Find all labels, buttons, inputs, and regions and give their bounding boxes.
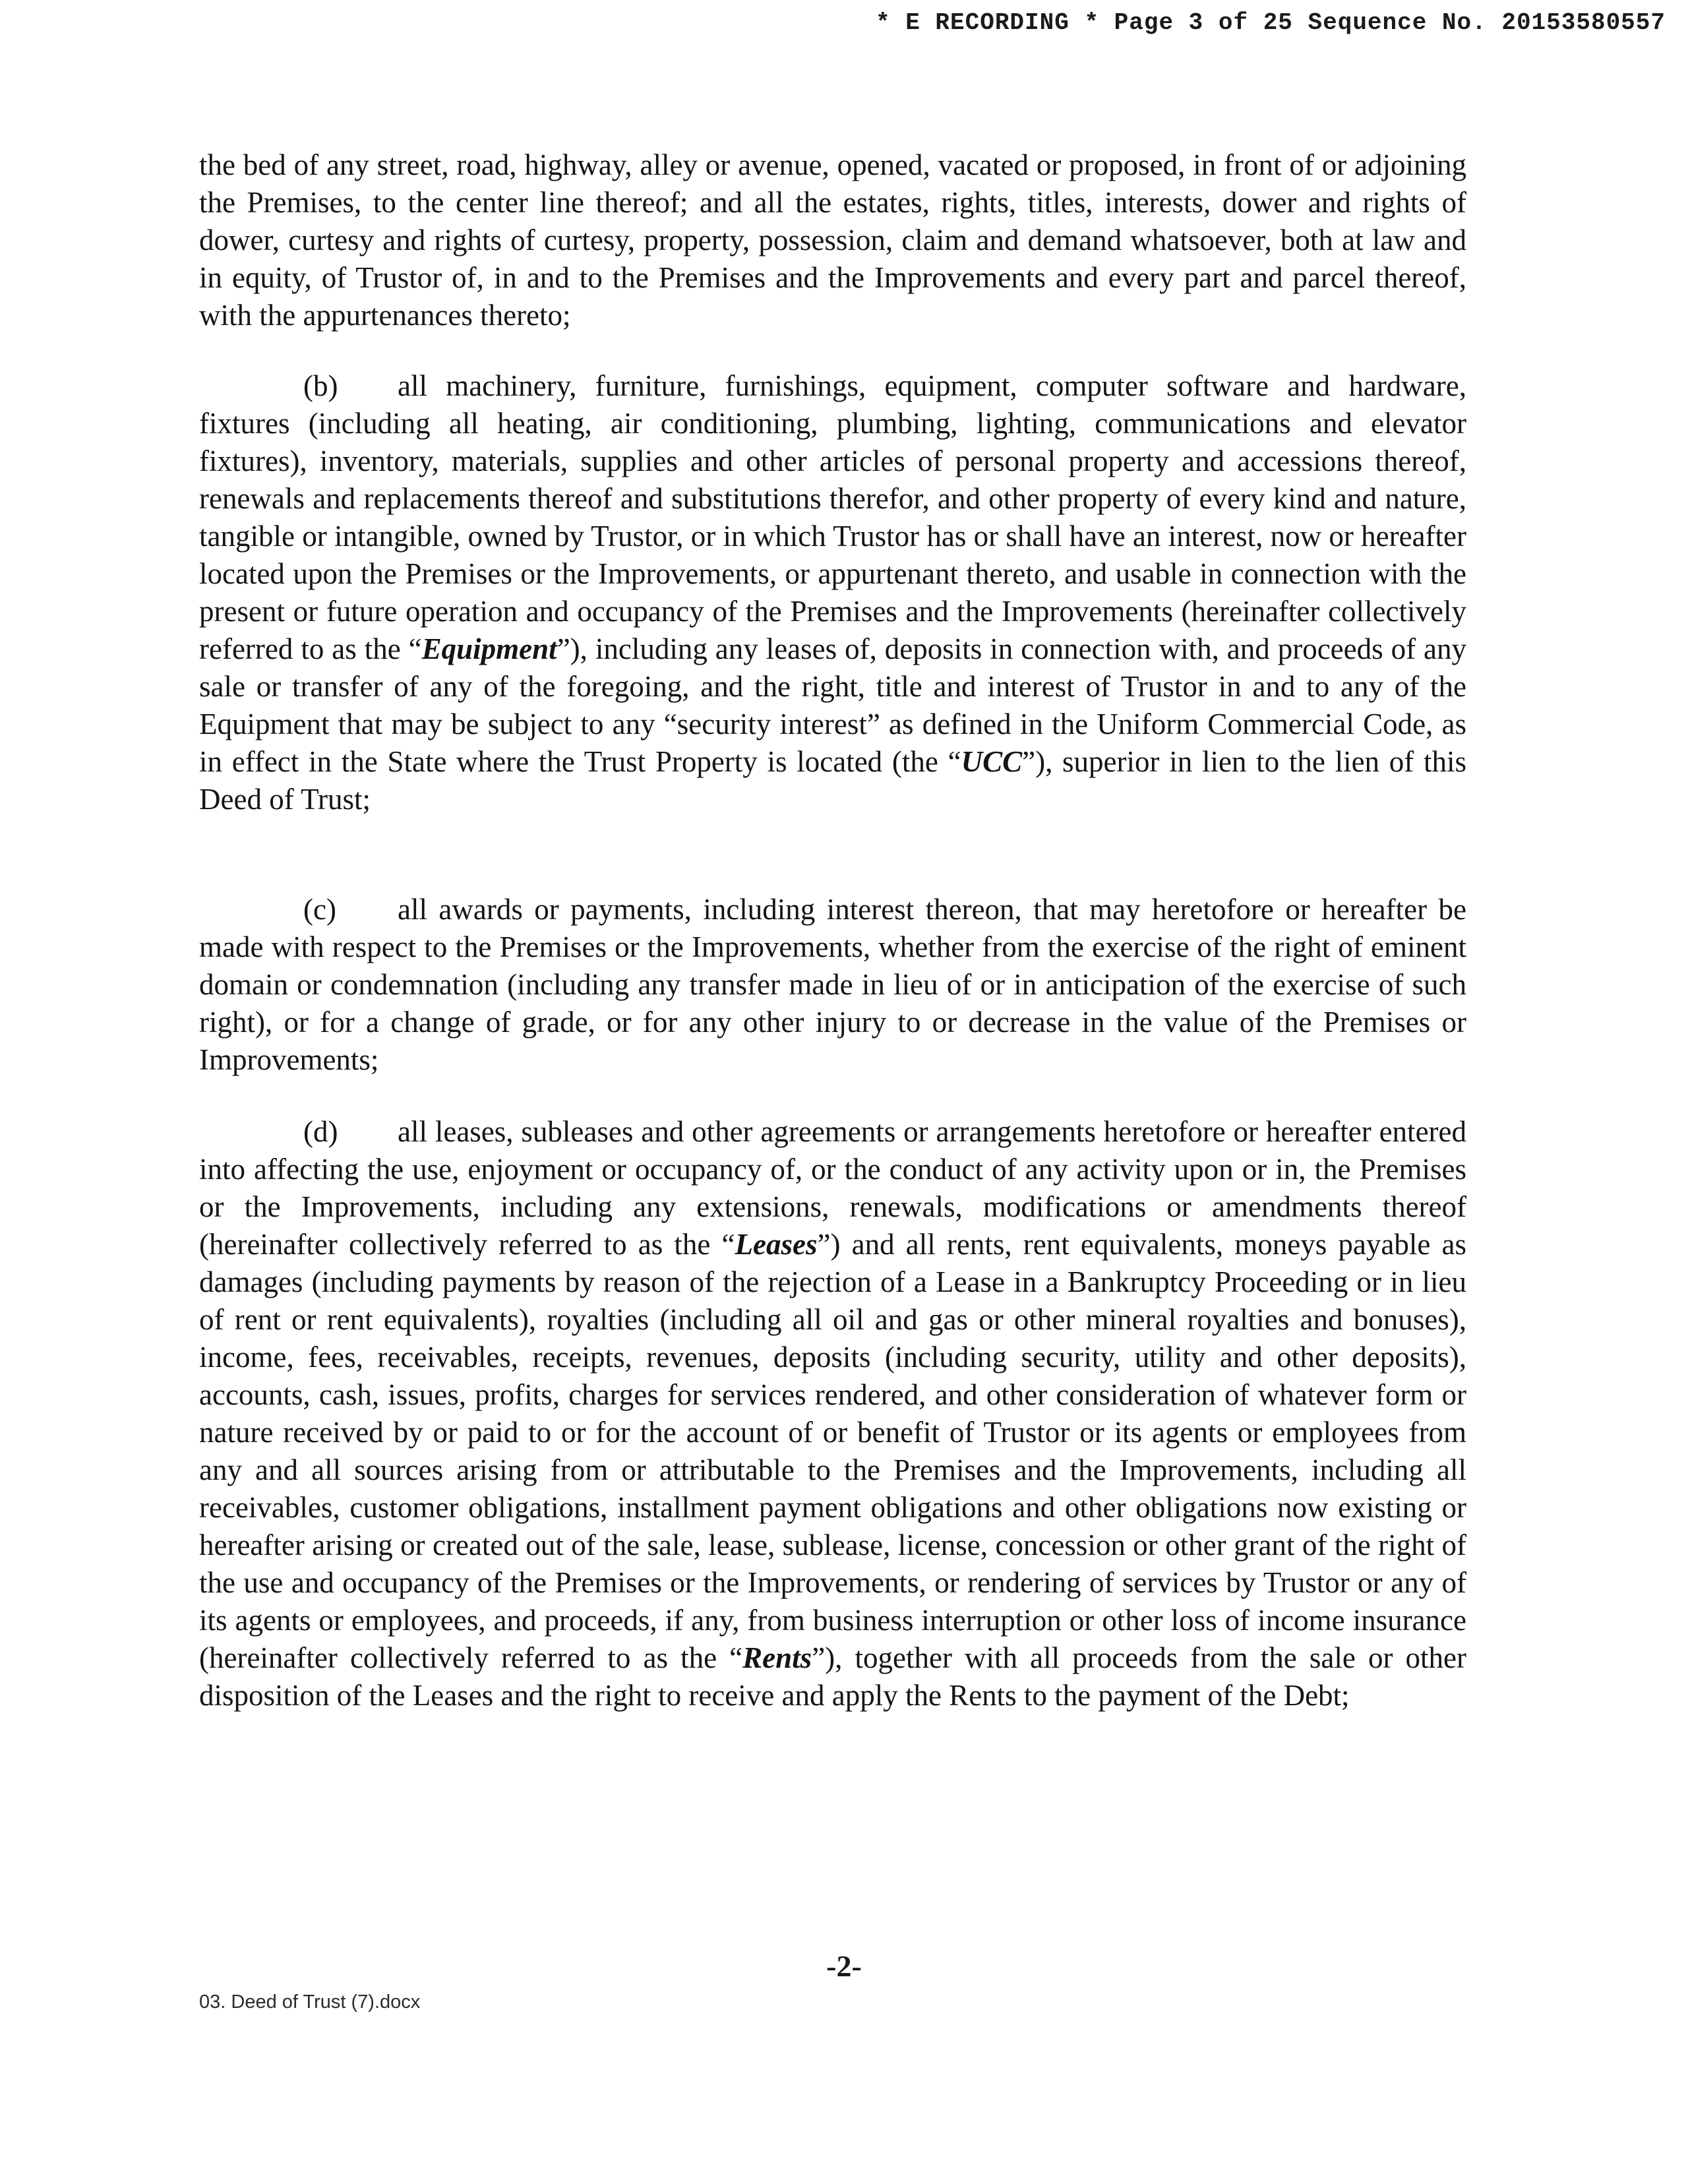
paragraph-d-label: (d) [303, 1115, 338, 1148]
page-number: -2- [826, 1949, 862, 1983]
defined-term-equipment: Equipment [421, 632, 557, 665]
paragraph-b-text-3: ”), superior in lien to the lien of this Deed of Trust; [199, 745, 1467, 816]
paragraph-d-text-1: all leases, subleases and other agreements or arrangements heretofore or hereafter entered into affecting the use, enjoyment or occupancy of, or the conduct of any activity upon or in, the Premises or the Improvements, including any extensions, renewals, modifications or amendments thereof (hereinafter collectively referred to as the “ [199, 1115, 1466, 1261]
paragraph-a-text: the bed of any street, road, highway, alley or avenue, opened, vacated or proposed, in front of or adjoining the Premises, to the center line thereof; and all the estates, rights, titles, interests, dower and rights of dower, curtesy and rights of curtesy, property, possession, claim and demand whatsoever, both at law and in equity, of Trustor of, in and to the Premises and the Improvements and every part and parcel thereof, with the appurtenances thereto; [199, 148, 1466, 332]
defined-term-leases: Leases [735, 1228, 818, 1261]
paragraph-c [199, 891, 1466, 1079]
footer-file-name: 03. Deed of Trust (7).docx [199, 1991, 421, 2013]
paragraph-a [199, 146, 1466, 334]
paragraph-c-label: (c) [303, 893, 336, 926]
paragraph-b-text-1: all machinery, furniture, furnishings, equipment, computer software and hardware, fixtures (including all heating, air conditioning, plumbing, lighting, communications and elevator fixtures), inventory, materials, supplies and other articles of personal property and accessions thereof, renewals and replacements thereof and substitutions therefor, and other property of every kind and nature, tangible or intangible, owned by Trustor, or in which Trustor has or shall have an interest, now or hereafter located upon the Premises or the Improvements, or appurtenant thereto, and usable in connection with the present or future operation and occupancy of the Premises and the Improvements (hereinafter collectively referred to as the “ [199, 369, 1466, 665]
paragraph-b [199, 367, 1466, 818]
paragraph-d-text-2: ”) and all rents, rent equivalents, moneys payable as damages (including payments by reason of the rejection of a Lease in a Bankruptcy Proceeding or in lieu of rent or rent equivalents), royalties (including all oil and gas or other mineral royalties and bonuses), income, fees, receivables, receipts, revenues, deposits (including security, utility and other deposits), accounts, cash, issues, profits, charges for services rendered, and other consideration of whatever form or nature received by or paid to or for the account of or benefit of Trustor or its agents or employees from any and all sources arising from or attributable to the Premises and the Improvements, including all receivables, customer obligations, installment payment obligations and other obligations now existing or hereafter arising or created out of the sale, lease, sublease, license, concession or other grant of the right of the use and occupancy of the Premises or the Improvements, or rendering of services by Trustor or any of its agents or employees, and proceeds, if any, from business interruption or other loss of income insurance (hereinafter collectively referred to as the “ [199, 1228, 1466, 1674]
defined-term-ucc: UCC [961, 745, 1023, 778]
defined-term-rents: Rents [742, 1641, 812, 1674]
paragraph-c-text: all awards or payments, including interest thereon, that may heretofore or hereafter be made with respect to the Premises or the Improvements, whether from the exercise of the right of eminent domain or condemnation (including any transfer made in lieu of or in anticipation of the exercise of such right), or for a change of grade, or for any other injury to or decrease in the value of the Premises or Improvements; [199, 893, 1466, 1076]
paragraph-d-text-3: ”), together with all proceeds from the sale or other disposition of the Leases and the right to receive and apply the Rents to the payment of the Debt; [199, 1641, 1466, 1712]
paragraph-b-label: (b) [303, 369, 338, 402]
paragraph-d [199, 1113, 1466, 1714]
recording-header: * E RECORDING * Page 3 of 25 Sequence No. 20153580557 [876, 9, 1666, 36]
paragraph-b-text-2: ”), including any leases of, deposits in connection with, and proceeds of any sale or transfer of any of the foregoing, and the right, title and interest of Trustor in and to any of the Equipment that may be subject to any “security interest” as defined in the Uniform Commercial Code, as in effect in the State where the Trust Property is located (the “ [199, 632, 1466, 778]
